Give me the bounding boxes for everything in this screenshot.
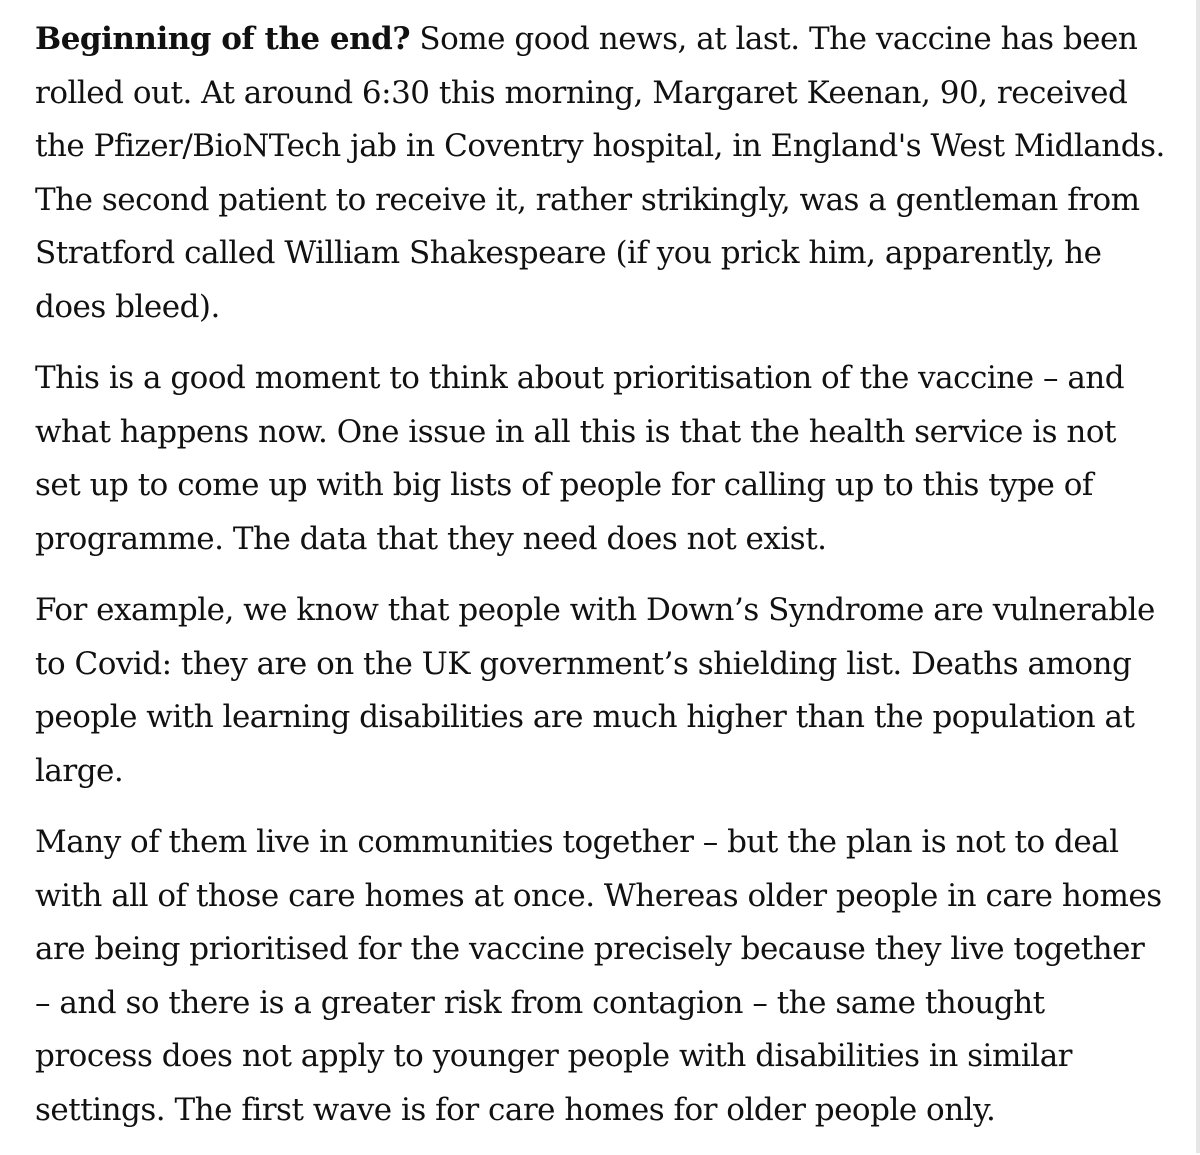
paragraph-lead-heading: Beginning of the end? bbox=[35, 21, 411, 57]
paragraph-text: For example, we know that people with Down’s Syndrome are vulnerable to Covid: they are on the UK government’s shielding list. Deaths among people with learning disabilities are much higher than the population at large. bbox=[35, 592, 1155, 789]
article-paragraph-4 bbox=[35, 816, 1165, 1137]
article-paragraph-3 bbox=[35, 584, 1165, 798]
paragraph-text: Many of them live in communities together – but the plan is not to deal with all of those care homes at once. Whereas older people in care homes are being prioritised for the vaccine precisely because they live together – and so there is a greater risk from contagion – the same thought process does not apply to younger people with disabilities in similar settings. The first wave is for care homes for older people only. bbox=[35, 824, 1162, 1128]
paragraph-text: Some good news, at last. The vaccine has been rolled out. At around 6:30 this morning, Margaret Keenan, 90, received the Pfizer/BioNTech jab in Coventry hospital, in England's West Midlands. The second patient to receive it, rather strikingly, was a gentleman from Stratford called William Shakespeare (if you prick him, apparently, he does bleed). bbox=[35, 21, 1165, 325]
article-paragraph-1 bbox=[35, 13, 1165, 334]
article-body bbox=[35, 13, 1165, 1155]
paragraph-text: This is a good moment to think about prioritisation of the vaccine – and what happens now. One issue in all this is that the health service is not set up to come up with big lists of people for calling up to this type of programme. The data that they need does not exist. bbox=[35, 360, 1125, 557]
scrollbar-track[interactable] bbox=[1196, 0, 1200, 1153]
article-paragraph-2 bbox=[35, 352, 1165, 566]
